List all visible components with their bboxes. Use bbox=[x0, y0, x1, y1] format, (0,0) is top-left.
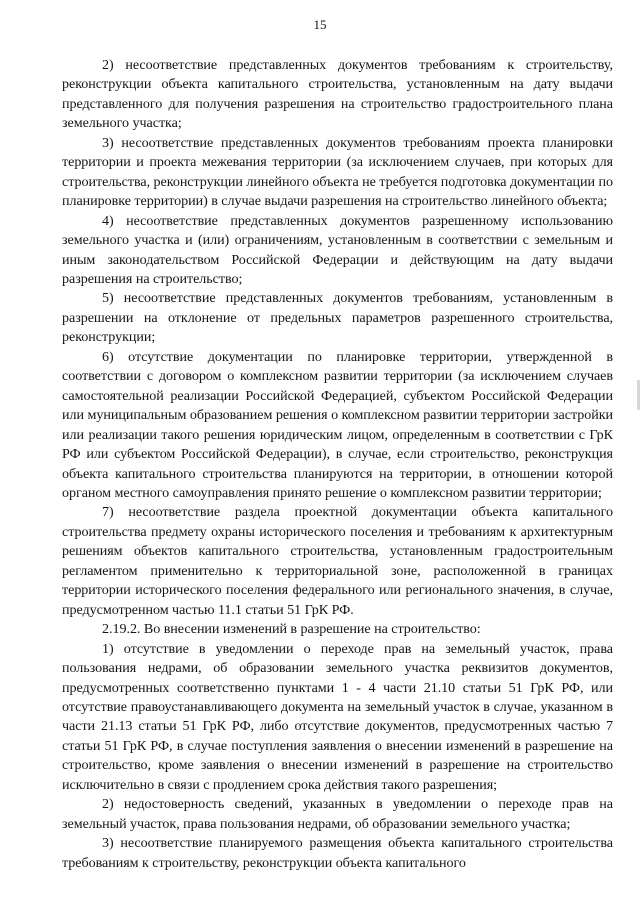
paragraph-amend-2: 2) недостоверность сведений, указанных в уведомлении о переходе прав на земельный участок, права пользования недрами, об образовании земельного участка; bbox=[62, 796, 613, 832]
section-heading-2-19-2: 2.19.2. Во внесении изменений в разрешение на строительство: bbox=[102, 621, 481, 638]
paragraph-item-4: 4) несоответствие представленных документов разрешенному использованию земельного участка и (или) ограничениям, установленным в соответствии с земельным и иным законодательством Российской Федерации и действующим на дату выдачи разрешения на строительство; bbox=[62, 212, 613, 287]
paragraph-item-2: 2) несоответствие представленных документов требованиям к строительству, реконструкции объекта капитального строительства, установленным на дату выдачи представленного для получения разрешения на строительство градостроительного плана земельного участка; bbox=[62, 57, 613, 132]
paragraph-item-5: 5) несоответствие представленных документов требованиям, установленным в разрешении на отклонение от предельных параметров разрешенного строительства, реконструкции; bbox=[62, 290, 613, 346]
paragraph-amend-1: 1) отсутствие в уведомлении о переходе прав на земельный участок, права пользования недрами, об образовании земельного участка реквизитов документов, предусмотренных соответственно пунктами 1 - 4 части 21.10 статьи 51 ГрК РФ, или отсутствие правоустанавливающего документа на земельный участок в случае, указанном в части 21.13 статьи 51 ГрК РФ, либо отсутствие документов, предусмотренных частью 7 статьи 51 ГрК РФ, в случае поступления заявления о внесении изменений в разрешение на строительство, кроме заявления о внесении изменений в разрешение на строительство исключительно в связи с продлением срока действия такого разрешения; bbox=[62, 640, 613, 793]
paragraph-amend-3: 3) несоответствие планируемого размещения объекта капитального строительства требованиям к строительству, реконструкции объекта капитального bbox=[62, 835, 613, 871]
page-number: 15 bbox=[313, 17, 327, 32]
document-body bbox=[62, 56, 613, 873]
paragraph-item-6: 6) отсутствие документации по планировке территории, утвержденной в соответствии с договором о комплексном развитии территории (за исключением случаев самостоятельной реализации Российской Федерацией, субъектом Российской Федерации или муниципальным образованием решения о комплексном развитии территории застройки или реализации такого решения юридическим лицом, определенным в соответствии с ГрК РФ или субъектом Российской Федерации), в случае, если строительство, реконструкция объекта капитального строительства планируются на территории, в отношении которой органом местного самоуправления принято решение о комплексном развитии территории; bbox=[62, 348, 613, 501]
paragraph-item-3: 3) несоответствие представленных документов требованиям проекта планировки территории и проекта межевания территории (за исключением случаев, при которых для строительства, реконструкции линейного объекта не требуется подготовка документации по планировке территории) в случае выдачи разрешения на строительство линейного объекта; bbox=[62, 134, 613, 210]
paragraph-item-7: 7) несоответствие раздела проектной документации объекта капитального строительства предмету охраны исторического поселения и требованиям к архитектурным решениям объектов капитального строительства, установленным градостроительным регламентом применительно к территориальной зоне, расположенной в границах территории исторического поселения федерального или регионального значения, в случае, предусмотренном частью 11.1 статьи 51 ГрК РФ. bbox=[62, 504, 613, 618]
